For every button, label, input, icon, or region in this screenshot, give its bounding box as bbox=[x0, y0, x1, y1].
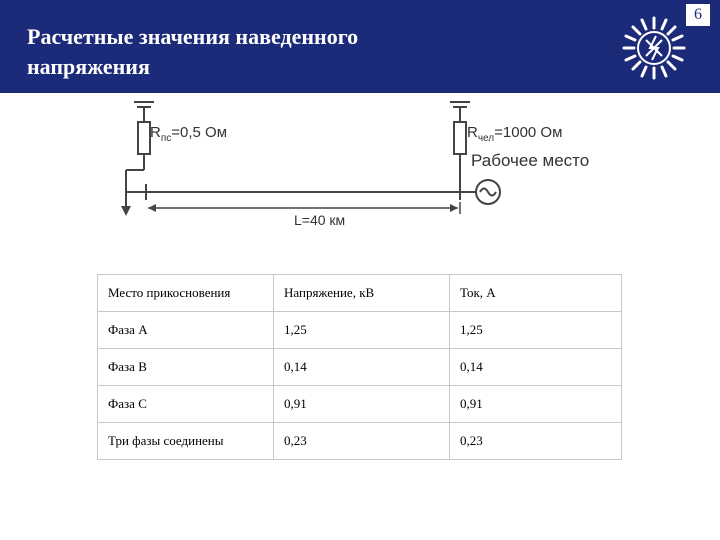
slide-header bbox=[0, 0, 720, 93]
r-left-subscript: пс bbox=[160, 133, 172, 144]
right-resistor bbox=[454, 122, 466, 154]
left-resistor bbox=[138, 122, 150, 154]
table-cell: 0,14 bbox=[450, 349, 622, 386]
table-row bbox=[98, 386, 622, 423]
title-line-1: Расчетные значения наведенного bbox=[27, 24, 359, 49]
dim-arrow-left bbox=[148, 204, 156, 212]
table-cell: 1,25 bbox=[450, 312, 622, 349]
table-cell: 0,14 bbox=[274, 349, 450, 386]
page-number: 6 bbox=[685, 3, 711, 27]
workplace-label: Рабочее место bbox=[471, 151, 590, 170]
table-cell: 0,91 bbox=[450, 386, 622, 423]
table-cell: Фаза А bbox=[98, 312, 274, 349]
results-table bbox=[97, 274, 622, 460]
length-label: L=40 км bbox=[294, 212, 346, 228]
company-logo-icon bbox=[622, 16, 686, 80]
table-row bbox=[98, 312, 622, 349]
table-cell: Фаза С bbox=[98, 386, 274, 423]
r-right-value: =1000 Ом bbox=[494, 124, 563, 141]
table-row bbox=[98, 349, 622, 386]
table-cell: 0,23 bbox=[450, 423, 622, 460]
dim-arrow-right bbox=[450, 204, 458, 212]
r-left-label: $R_{пс}=0,5$ Ом bbox=[150, 124, 228, 144]
title-line-2: напряжения bbox=[27, 54, 150, 79]
r-right-subscript: чел bbox=[477, 133, 495, 144]
ac-wave bbox=[480, 189, 496, 196]
table-cell: 0,91 bbox=[274, 386, 450, 423]
ground-arrow bbox=[121, 206, 131, 216]
table-cell: Фаза В bbox=[98, 349, 274, 386]
header-cell-voltage: Напряжение, кВ bbox=[274, 275, 450, 312]
table-row bbox=[98, 423, 622, 460]
table-header-row bbox=[98, 275, 622, 312]
header-cell-location: Место прикосновения bbox=[98, 275, 274, 312]
r-left-value: =0,5 Ом bbox=[171, 124, 228, 141]
header-cell-current: Ток, А bbox=[450, 275, 622, 312]
table-cell: 0,23 bbox=[274, 423, 450, 460]
table-cell: 1,25 bbox=[274, 312, 450, 349]
slide-title bbox=[27, 22, 547, 82]
r-right-label: $R_{чел}=1000$ Ом bbox=[467, 124, 563, 144]
table-cell: Три фазы соединены bbox=[98, 423, 274, 460]
